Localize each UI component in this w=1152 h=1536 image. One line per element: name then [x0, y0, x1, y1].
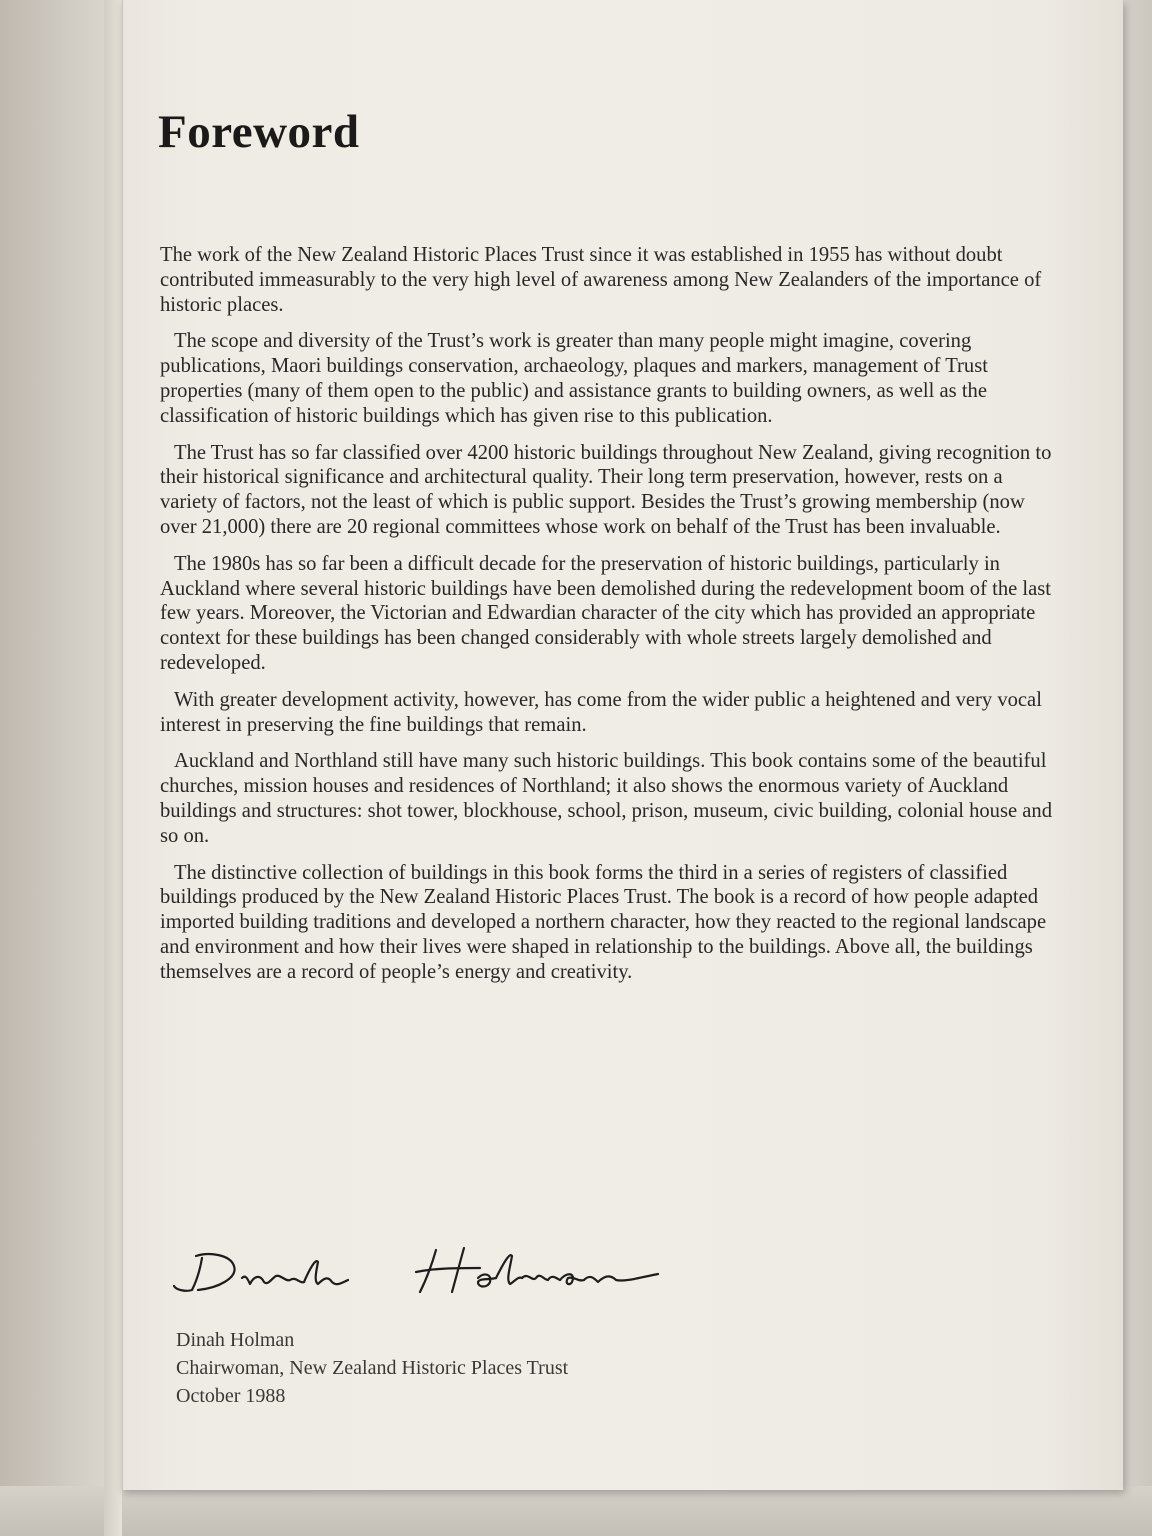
paragraph: The 1980s has so far been a difficult decade for the preservation of historic buildings, particularly in Auckland where several historic buildings have been demolished during the redevelopment boom of the last few years. Moreover, the Victorian and Edwardian character of the city which has provided an appropriate context for these buildings has been changed considerably with whole streets largely demolished and redeveloped. — [160, 552, 1052, 674]
paragraph: The work of the New Zealand Historic Places Trust since it was established in 1955 has without doubt contributed immeasurably to the very high level of awareness among New Zealanders of the importance of historic places. — [160, 244, 1042, 316]
signature-block — [176, 1326, 568, 1410]
background-bottom — [0, 1486, 1152, 1536]
paragraph: The distinctive collection of buildings in this book forms the third in a series of registers of classified buildings produced by the New Zealand Historic Places Trust. The book is a record of how people adapted imported building traditions and developed a northern character, how they reacted to the regional landscape and environment and how their lives were shaped in relationship to the buildings. Above all, the buildings themselves are a record of people’s energy and creativity. — [160, 861, 1047, 983]
paragraph: The scope and diversity of the Trust’s work is greater than many people might imagine, covering publications, Maori buildings conservation, archaeology, plaques and markers, management of Trust properties (many of them open to the public) and assistance grants to building owners, as well as the classification of historic buildings which has given rise to this publication. — [160, 330, 988, 427]
foreword-body — [160, 243, 1060, 997]
paragraph: With greater development activity, however, has come from the wider public a heightened and very vocal interest in preserving the fine buildings that remain. — [160, 688, 1042, 736]
page-edge — [104, 0, 122, 1536]
signatory-role: Chairwoman, New Zealand Historic Places Trust — [176, 1357, 569, 1379]
paragraph: Auckland and Northland still have many such historic buildings. This book contains some of the beautiful churches, mission houses and residences of Northland; it also shows the enormous variety of Auckland buildings and structures: shot tower, blockhouse, school, prison, museum, civic building, colonial house and so on. — [160, 750, 1053, 847]
signature-date: October 1988 — [176, 1385, 286, 1407]
signatory-name: Dinah Holman — [176, 1329, 295, 1351]
paragraph: The Trust has so far classified over 4200 historic buildings throughout New Zealand, giving recognition to their historical significance and architectural quality. Their long term preservation, however, rests on a variety of factors, not the least of which is public support. Besides the Trust’s growing membership (now over 21,000) there are 20 regional committees whose work on behalf of the Trust has been invaluable. — [160, 441, 1052, 538]
page-title: Foreword — [158, 106, 360, 158]
handwritten-signature — [168, 1238, 688, 1308]
